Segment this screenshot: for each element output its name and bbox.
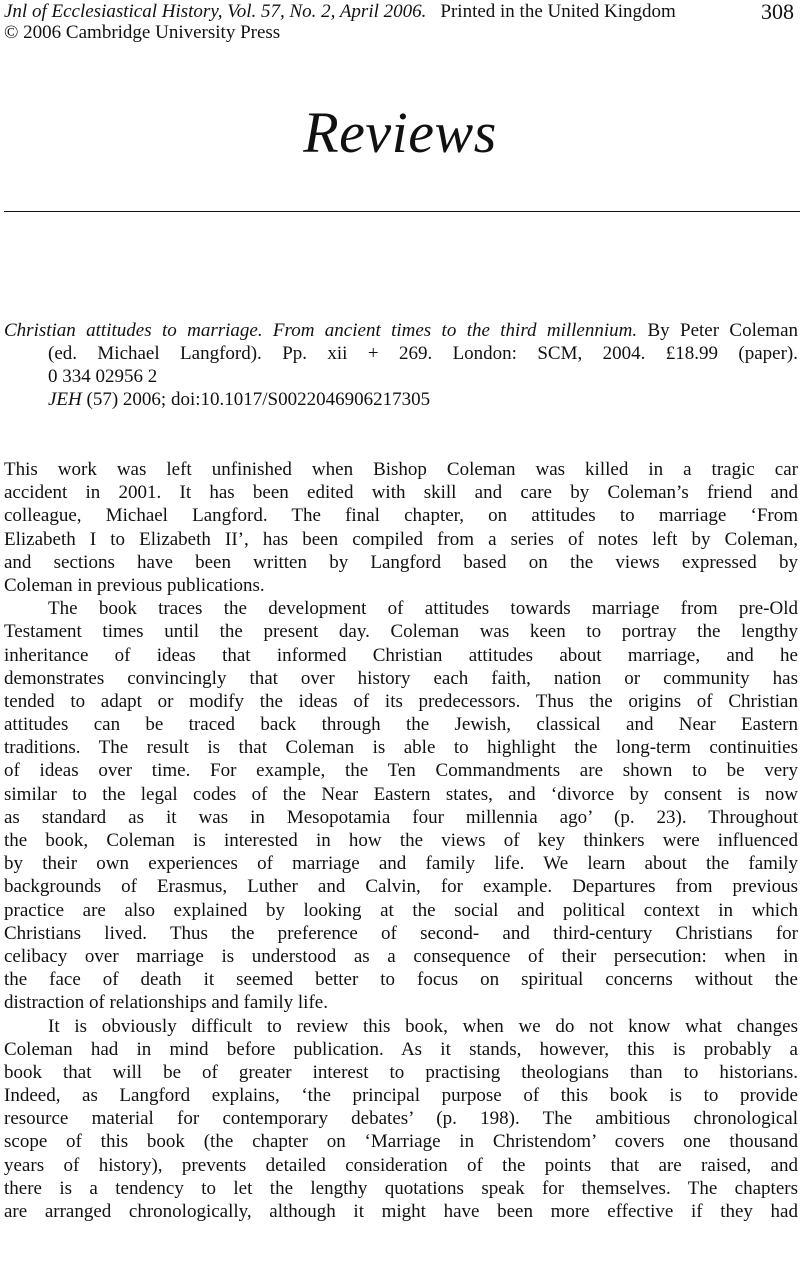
text-line: are arranged chronologically, although it might have been more effective if they had bbox=[4, 1201, 798, 1222]
text-line: Indeed, as Langford explains, ‘the principal purpose of this book is to provide bbox=[4, 1085, 798, 1107]
page-number: 308 bbox=[761, 0, 794, 24]
review-paragraph bbox=[4, 597, 798, 1014]
biblio-publication: (ed. Michael Langford). Pp. xii + 269. London: SCM, 2004. £18.99 (paper). bbox=[48, 343, 798, 364]
jeh-doi: (57) 2006; doi:10.1017/S0022046906217305 bbox=[81, 389, 431, 410]
biblio-isbn: 0 334 02956 2 bbox=[48, 366, 158, 387]
bibliographic-entry bbox=[4, 319, 798, 411]
running-head bbox=[4, 0, 796, 23]
text-line: Coleman had in mind before publication. As it stands, however, this is probably a bbox=[4, 1038, 798, 1060]
text-line: scope of this book (the chapter on ‘Marriage in Christendom’ covers one thousand bbox=[4, 1131, 798, 1153]
text-line: It is obviously difficult to review this book, when we do not know what changes bbox=[48, 1015, 798, 1037]
text-line: Testament times until the present day. Coleman was keen to portray the lengthy bbox=[4, 621, 798, 643]
text-line: colleague, Michael Langford. The final chapter, on attitudes to marriage ‘From bbox=[4, 505, 798, 527]
text-line: This work was left unfinished when Bishop Coleman was killed in a tragic car bbox=[4, 459, 798, 480]
text-line: celibacy over marriage is understood as a consequence of their persecution: when in bbox=[4, 945, 798, 967]
text-line: distraction of relationships and family life. bbox=[4, 992, 328, 1014]
biblio-line bbox=[4, 319, 798, 342]
text-line: as standard as it was in Mesopotamia four millennia ago’ (p. 23). Throughout bbox=[4, 806, 798, 828]
journal-citation: Jnl of Ecclesiastical History, Vol. 57, No. 2, April 2006. bbox=[4, 1, 427, 22]
text-line: Elizabeth I to Elizabeth II’, has been compiled from a series of notes left by Coleman, bbox=[4, 528, 798, 550]
text-line: by their own experiences of marriage and family life. We learn about the family bbox=[4, 853, 798, 875]
text-line: attitudes can be traced back through the Jewish, classical and Near Eastern bbox=[4, 714, 798, 736]
text-line: Christians lived. Thus the preference of second- and third-century Christians for bbox=[4, 922, 798, 944]
text-line: the face of death it seemed better to focus on spiritual concerns without the bbox=[4, 969, 798, 991]
text-line: book that will be of greater interest to practising theologians than to historians. bbox=[4, 1061, 798, 1083]
copyright-line: © 2006 Cambridge University Press bbox=[4, 22, 281, 43]
printed-in: Printed in the United Kingdom bbox=[440, 1, 676, 22]
text-line: tended to adapt or modify the ideas of its predecessors. Thus the origins of Christian bbox=[4, 690, 798, 712]
title-rule bbox=[4, 211, 800, 212]
text-line: there is a tendency to let the lengthy quotations speak for themselves. The chapters bbox=[4, 1177, 798, 1199]
section-title: Reviews bbox=[303, 100, 497, 165]
review-body bbox=[4, 458, 798, 1223]
text-line: years of history), prevents detailed consideration of the points that are raised, and bbox=[4, 1154, 798, 1176]
text-line: Coleman in previous publications. bbox=[4, 574, 265, 596]
text-line: the book, Coleman is interested in how the views of key thinkers were influenced bbox=[4, 830, 798, 851]
book-author: By Peter Coleman bbox=[637, 320, 798, 341]
review-paragraph bbox=[4, 458, 798, 597]
text-line: inheritance of ideas that informed Christian attitudes about marriage, and he bbox=[4, 644, 798, 666]
jeh-abbrev: JEH bbox=[48, 389, 82, 410]
text-line: demonstrates convincingly that over history each faith, nation or community has bbox=[4, 667, 798, 689]
text-line: traditions. The result is that Coleman is able to highlight the long-term continuities bbox=[4, 737, 798, 759]
book-title: Christian attitudes to marriage. From ancient times to the third millennium. bbox=[4, 320, 638, 341]
text-line: resource material for contemporary debates’ (p. 198). The ambitious chronological bbox=[4, 1108, 798, 1130]
review-paragraph bbox=[4, 1015, 798, 1224]
text-line: The book traces the development of attitudes towards marriage from pre-Old bbox=[48, 598, 798, 620]
jeh-reference bbox=[4, 388, 798, 411]
text-line: accident in 2001. It has been edited with skill and care by Coleman’s friend and bbox=[4, 482, 798, 504]
text-line: of ideas over time. For example, the Ten Commandments are shown to be very bbox=[4, 760, 798, 782]
text-line: backgrounds of Erasmus, Luther and Calvin, for example. Departures from previous bbox=[4, 876, 798, 898]
text-line: and sections have been written by Langford based on the views expressed by bbox=[4, 551, 798, 573]
text-line: similar to the legal codes of the Near Eastern states, and ‘divorce by consent is now bbox=[4, 783, 798, 805]
text-line: practice are also explained by looking at the social and political context in which bbox=[4, 899, 798, 921]
